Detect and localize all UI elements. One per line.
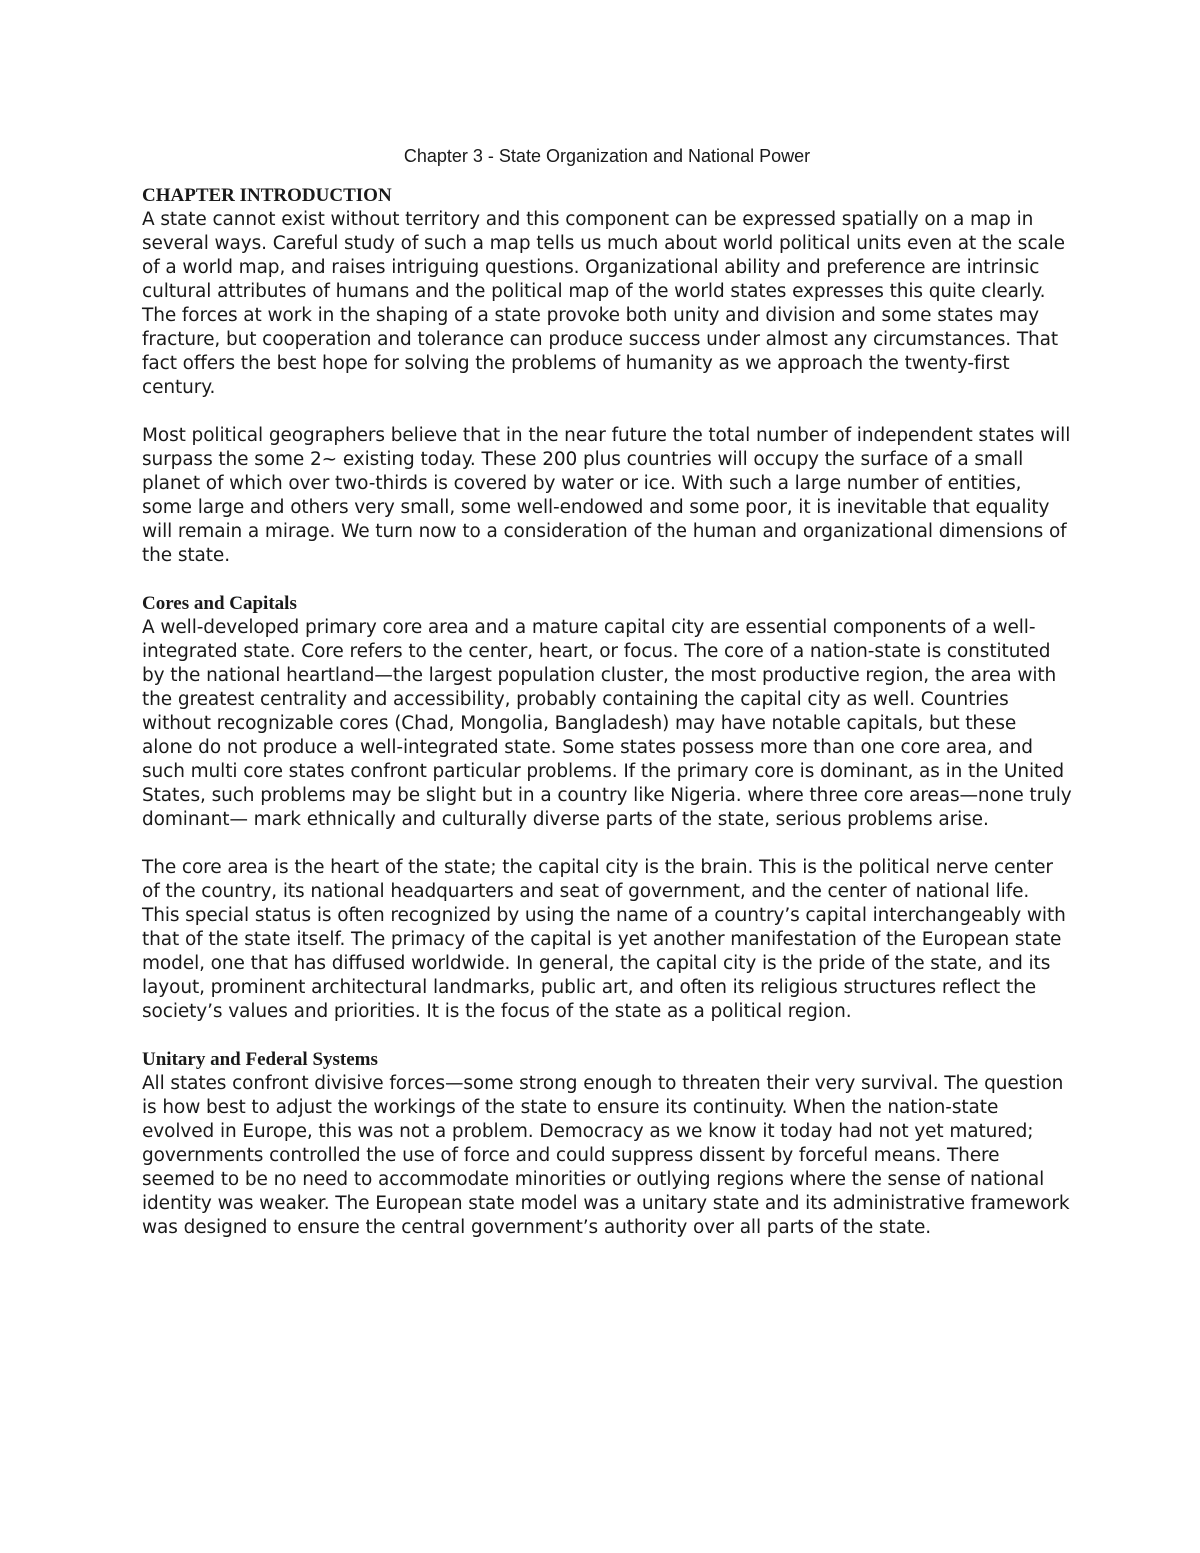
section-heading: Cores and Capitals [142, 593, 297, 614]
document-page [142, 142, 1072, 1264]
paragraph: A state cannot exist without territory and this component can be expressed spatially on a map in several ways. Careful study of such a map tells us much about world political units even at the scale of a world map, and raises intriguing questions. Organizational ability and preference are intrinsic cultural attributes of humans and the political map of the world states expresses this quite clearly. The forces at work in the shaping of a state provoke both unity and division and some states may fracture, but cooperation and tolerance can produce success under almost any circumstances. That fact offers the best hope for solving the problems of humanity as we approach the twenty-first century. [142, 209, 1065, 398]
paragraph: The core area is the heart of the state; the capital city is the brain. This is the political nerve center of the country, its national headquarters and seat of government, and the center of national life. This special status is often recognized by using the name of a country’s capital interchangeably with that of the state itself. The primacy of the capital is yet another manifestation of the European state model, one that has diffused worldwide. In general, the capital city is the pride of the state, and its layout, prominent architectural landmarks, public art, and often its religious structures reflect the society’s values and priorities. It is the focus of the state as a political region. [142, 857, 1066, 1022]
paragraph: A well-developed primary core area and a mature capital city are essential components of a well-integrated state. Core refers to the center, heart, or focus. The core of a nation-state is constituted by the national heartland—the largest population cluster, the most productive region, the area with the greatest centrality and accessibility, probably containing the capital city as well. Countries without recognizable cores (Chad, Mongolia, Bangladesh) may have notable capitals, but these alone do not produce a well-integrated state. Some states possess more than one core area, and such multi core states confront particular problems. If the primary core is dominant, as in the United States, such problems may be slight but in a country like Nigeria. where three core areas—none truly dominant— mark ethnically and culturally diverse parts of the state, serious problems arise. [142, 617, 1072, 830]
document-title: Chapter 3 - State Organization and National Power [403, 146, 811, 166]
section-heading: Unitary and Federal Systems [142, 1049, 378, 1070]
paragraph: Most political geographers believe that in the near future the total number of independent states will surpass the some 2~ existing today. These 200 plus countries will occupy the surface of a small planet of which over two-thirds is covered by water or ice. With such a large number of entities, some large and others very small, some well-endowed and some poor, it is inevitable that equality will remain a mirage. We turn now to a consideration of the human and organizational dimensions of the state. [142, 425, 1071, 566]
section-chapter-introduction [142, 184, 1072, 568]
section-heading: CHAPTER INTRODUCTION [142, 185, 392, 206]
section-unitary-and-federal-systems [142, 1048, 1072, 1240]
section-cores-and-capitals [142, 592, 1072, 1024]
paragraph: All states confront divisive forces—some strong enough to threaten their very survival. The question is how best to adjust the workings of the state to ensure its continuity. When the nation-state evolved in Europe, this was not a problem. Democracy as we know it today had not yet matured; governments controlled the use of force and could suppress dissent by forceful means. There seemed to be no need to accommodate minorities or outlying regions where the sense of national identity was weaker. The European state model was a unitary state and its administrative framework was designed to ensure the central government’s authority over all parts of the state. [142, 1073, 1070, 1238]
